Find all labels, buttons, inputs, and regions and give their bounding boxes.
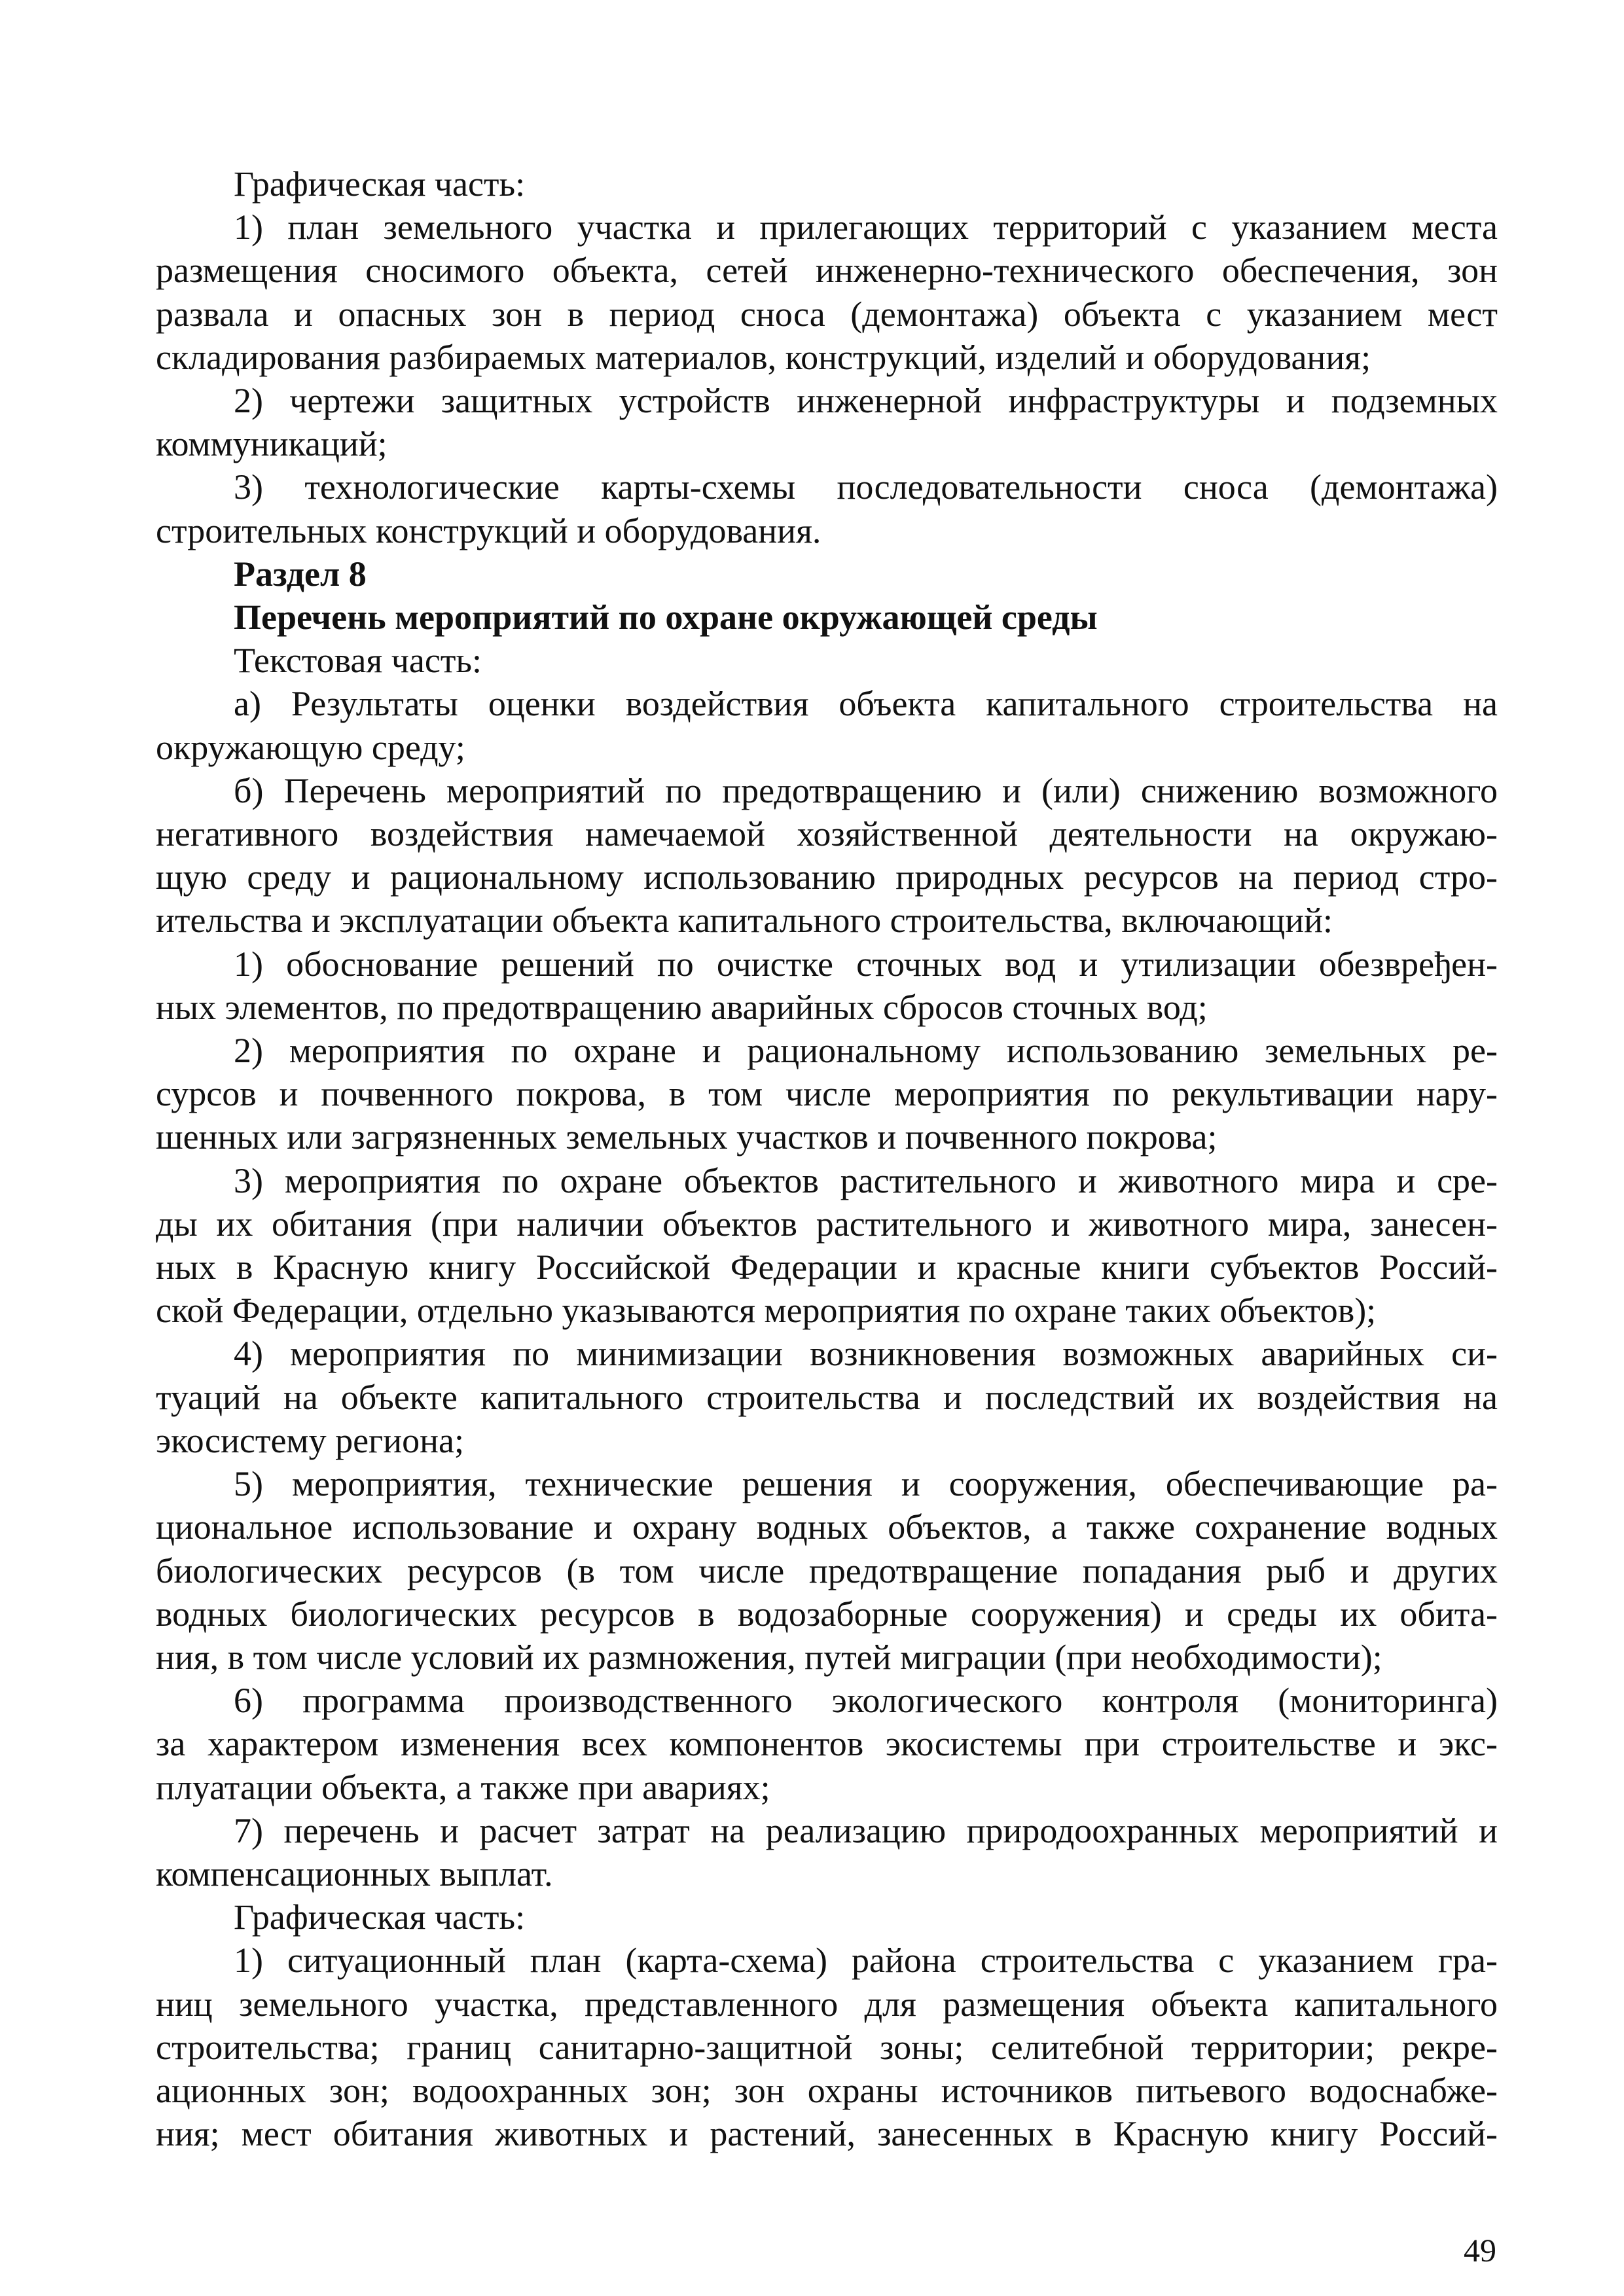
text-line: ниц земельного участка, представленного для размещения объекта капитального — [156, 1984, 1498, 2024]
text-line: плуатации объекта, а также при авариях; — [156, 1767, 770, 1807]
text-line: сурсов и почвенного покрова, в том числе мероприятия по рекультивации нару- — [156, 1074, 1498, 1114]
page-number: 49 — [1464, 2232, 1496, 2269]
text-line: 6) программа производственного экологического контроля (мониторинга) — [234, 1681, 1498, 1721]
text-line: а) Результаты оценки воздействия объекта капитального строительства на — [234, 684, 1498, 724]
text-line: 5) мероприятия, технические решения и сооружения, обеспечивающие ра- — [234, 1464, 1498, 1504]
text-line: 4) мероприятия по минимизации возникновения возможных аварийных си- — [234, 1334, 1498, 1374]
text-line: экосистему региона; — [156, 1420, 464, 1460]
text-line: ния; мест обитания животных и растений, занесенных в Красную книгу Россий- — [156, 2114, 1498, 2154]
text-line: 3) технологические карты-схемы последовательности сноса (демонтажа) — [234, 467, 1498, 507]
text-line: 1) обоснование решений по очистке сточных вод и утилизации обезвређен- — [234, 944, 1498, 984]
section-heading-line: Перечень мероприятий по охране окружающей среды — [234, 598, 1098, 637]
text-line: водных биологических ресурсов в водозаборные сооружения) и среды их обита- — [156, 1594, 1498, 1634]
text-line: размещения сносимого объекта, сетей инженерно-технического обеспечения, зон — [156, 251, 1498, 291]
text-line: складирования разбираемых материалов, конструкций, изделий и оборудования; — [156, 337, 1371, 377]
text-line: 3) мероприятия по охране объектов растительного и животного мира и сре- — [234, 1160, 1498, 1200]
text-line: негативного воздействия намечаемой хозяйственной деятельности на окружаю- — [156, 814, 1498, 854]
page-body — [156, 162, 1498, 2155]
text-line: строительства; границ санитарно-защитной зоны; селитебной территории; рекре- — [156, 2027, 1498, 2067]
text-line: Графическая часть: — [234, 1897, 526, 1937]
text-line: циональное использование и охрану водных объектов, а также сохранение водных — [156, 1507, 1498, 1547]
text-line: 1) ситуационный план (карта-схема) района строительства с указанием гра- — [234, 1941, 1498, 1981]
text-line: 7) перечень и расчет затрат на реализацию природоохранных мероприятий и — [234, 1810, 1498, 1850]
text-line: коммуникаций; — [156, 424, 388, 464]
text-line: за характером изменения всех компонентов экосистемы при строительстве и экс- — [156, 1724, 1498, 1764]
text-line: Графическая часть: — [234, 164, 526, 204]
text-line: биологических ресурсов (в том числе предотвращение попадания рыб и других — [156, 1551, 1498, 1590]
text-line: ационных зон; водоохранных зон; зон охраны источников питьевого водоснабже- — [156, 2070, 1498, 2110]
text-line: ительства и эксплуатации объекта капитального строительства, включающий: — [156, 901, 1333, 941]
text-line: окружающую среду; — [156, 727, 465, 767]
text-line: б) Перечень мероприятий по предотвращению и (или) снижению возможного — [234, 770, 1498, 810]
text-line: щую среду и рациональному использованию природных ресурсов на период стро- — [156, 857, 1498, 897]
text-line: строительных конструкций и оборудования. — [156, 511, 821, 550]
section-heading-line: Раздел 8 — [234, 554, 367, 594]
text-line: 1) план земельного участка и прилегающих территорий с указанием места — [234, 207, 1498, 247]
text-line: ния, в том числе условий их размножения, путей миграции (при необходимости); — [156, 1637, 1382, 1677]
text-line: развала и опасных зон в период сноса (демонтажа) объекта с указанием мест — [156, 294, 1498, 334]
text-line: ных в Красную книгу Российской Федерации и красные книги субъектов Россий- — [156, 1247, 1498, 1287]
text-line: туаций на объекте капитального строительства и последствий их воздействия на — [156, 1377, 1498, 1417]
text-line: 2) чертежи защитных устройств инженерной инфраструктуры и подземных — [234, 381, 1498, 421]
text-line: компенсационных выплат. — [156, 1854, 553, 1893]
text-line: шенных или загрязненных земельных участков и почвенного покрова; — [156, 1117, 1218, 1157]
text-line: 2) мероприятия по охране и рациональному использованию земельных ре- — [234, 1031, 1498, 1071]
text-line: Текстовая часть: — [234, 641, 482, 681]
text-line: ской Федерации, отдельно указываются мероприятия по охране таких объектов); — [156, 1291, 1377, 1331]
text-line: ды их обитания (при наличии объектов растительного и животного мира, занесен- — [156, 1204, 1498, 1244]
text-line: ных элементов, по предотвращению аварийных сбросов сточных вод; — [156, 987, 1208, 1027]
